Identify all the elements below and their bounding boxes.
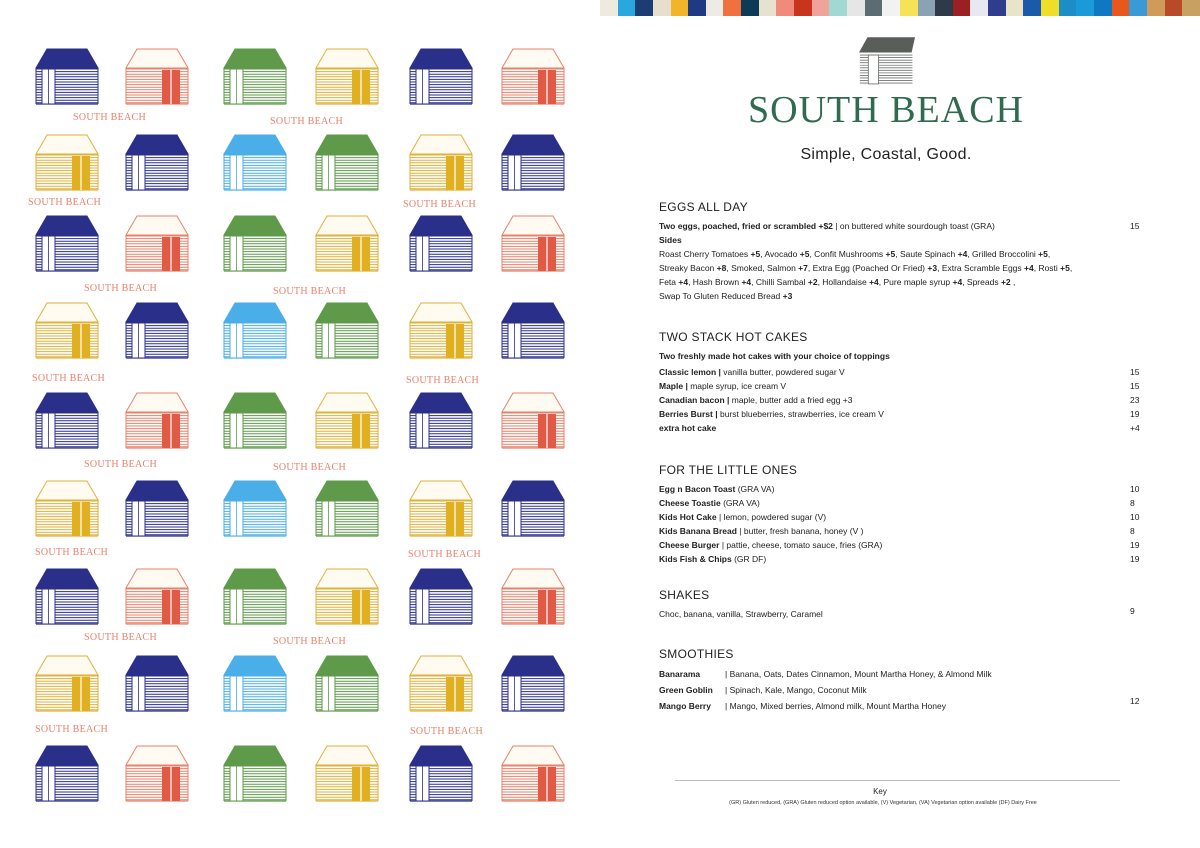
item-desc: maple syrup, ice cream V (687, 381, 787, 391)
item-desc: | Spinach, Kale, Mango, Coconut Milk (725, 685, 867, 695)
beach-hut-green (222, 745, 288, 803)
menu-item (659, 421, 1159, 435)
logo-hut-icon (859, 36, 915, 91)
menu-item (659, 524, 1159, 538)
item-desc: (GR DF) (731, 554, 767, 564)
smoothie-item (659, 698, 1159, 714)
menu-item (659, 379, 1159, 393)
item-name: Green Goblin (659, 685, 713, 695)
section-subtitle: Two freshly made hot cakes with your choice of toppings (659, 351, 890, 361)
item-price: 15 (1130, 381, 1140, 391)
side-name: , (1069, 263, 1073, 273)
item-price: 19 (1130, 409, 1140, 419)
beach-hut-navy (408, 568, 474, 626)
item-desc: | butter, fresh banana, honey (V ) (736, 526, 864, 536)
item-price: 8 (1130, 498, 1135, 508)
smoothies-list (659, 666, 1159, 714)
side-price: +8 (716, 263, 727, 273)
beach-hut-yellow (34, 134, 100, 192)
item-price: 10 (1130, 484, 1140, 494)
beach-hut-green (314, 302, 380, 360)
side-price: +2 (807, 277, 818, 287)
sides-line (659, 247, 1159, 261)
side-name: , Chilli Sambal (751, 277, 808, 287)
little-ones-list (659, 482, 1159, 566)
item-price: 12 (1130, 696, 1140, 706)
beach-hut-coral (500, 215, 566, 273)
beach-hut-green (222, 568, 288, 626)
side-price: +7 (798, 263, 808, 273)
beach-hut-yellow (34, 480, 100, 538)
item-desc: burst blueberries, strawberries, ice cream V (717, 409, 884, 419)
item-desc: (GRA VA) (735, 484, 775, 494)
menu-item (659, 393, 1159, 407)
brand-title: SOUTH BEACH (748, 89, 1024, 131)
item-name: Classic lemon | (659, 367, 721, 377)
beach-hut-coral (500, 568, 566, 626)
beach-hut-navy (34, 215, 100, 273)
item-desc: | pattie, cheese, tomato sauce, fries (GRA) (719, 540, 883, 550)
beach-hut-navy (34, 392, 100, 450)
menu-item (659, 510, 1159, 524)
item-price: 10 (1130, 512, 1140, 522)
beach-hut-navy (124, 134, 190, 192)
side-name: , Pure maple syrup (878, 277, 953, 287)
pattern-label: SOUTH BEACH (35, 724, 109, 735)
section-hotcakes (659, 330, 1159, 435)
item-desc: | Banana, Oats, Dates Cinnamon, Mount Martha Honey, & Almond Milk (725, 669, 992, 679)
item-name: Kids Hot Cake (659, 512, 717, 522)
menu-item (659, 407, 1159, 421)
side-name: , Spreads (962, 277, 1001, 287)
section-title: TWO STACK HOT CAKES (659, 330, 808, 344)
side-price: +3 (782, 291, 793, 301)
hotcakes-list (659, 365, 1159, 435)
sides-line (659, 275, 1159, 289)
side-name: , Extra Scramble Eggs (937, 263, 1025, 273)
section-title: SMOOTHIES (659, 647, 734, 661)
pattern-label: SOUTH BEACH (28, 197, 102, 208)
item-name: extra hot cake (659, 423, 717, 433)
item-price: 15 (1130, 221, 1140, 231)
beach-hut-yellow (34, 655, 100, 713)
pattern-label: SOUTH BEACH (84, 283, 158, 294)
side-price: +5 (1060, 263, 1070, 273)
beach-hut-green (222, 392, 288, 450)
beach-hut-navy (34, 48, 100, 106)
item-name: Two eggs, poached, fried or scrambled +$2 (659, 221, 833, 231)
side-name: , (1010, 277, 1016, 287)
section-smoothies (659, 647, 1159, 714)
item-name: Banarama (659, 669, 701, 679)
beach-hut-yellow (314, 745, 380, 803)
item-price: +4 (1130, 423, 1140, 433)
pattern-label: SOUTH BEACH (84, 632, 158, 643)
beach-hut-navy (34, 745, 100, 803)
beach-hut-navy (500, 655, 566, 713)
beach-hut-navy (124, 480, 190, 538)
pattern-label: SOUTH BEACH (35, 547, 109, 558)
menu-item (659, 219, 1159, 233)
beach-hut-yellow (314, 568, 380, 626)
beach-hut-coral (500, 392, 566, 450)
beach-hut-green (314, 655, 380, 713)
beach-hut-coral (124, 48, 190, 106)
side-name: , Hash Brown (688, 277, 742, 287)
item-desc: | Mango, Mixed berries, Almond milk, Mount Martha Honey (725, 701, 946, 711)
item-desc: (GRA VA) (720, 498, 760, 508)
item-name: Cheese Burger (659, 540, 720, 550)
beach-hut-green (314, 134, 380, 192)
side-price: +4 (869, 277, 879, 287)
item-price: 19 (1130, 554, 1140, 564)
side-name: Swap To Gluten Reduced Bread (659, 291, 783, 301)
item-price: 19 (1130, 540, 1140, 550)
section-title: FOR THE LITTLE ONES (659, 463, 798, 477)
beach-hut-navy (500, 302, 566, 360)
item-desc: | on buttered white sourdough toast (GRA) (832, 221, 995, 231)
key-title: Key (873, 787, 887, 796)
item-price: 15 (1130, 367, 1140, 377)
beach-hut-sky (222, 134, 288, 192)
beach-hut-yellow (314, 215, 380, 273)
beach-hut-yellow (408, 302, 474, 360)
pattern-label: SOUTH BEACH (273, 286, 347, 297)
beach-hut-green (222, 48, 288, 106)
menu-item (659, 607, 1159, 621)
item-desc: Choc, banana, vanilla, Strawberry, Caramel (659, 609, 823, 619)
beach-hut-yellow (314, 392, 380, 450)
section-title: EGGS ALL DAY (659, 200, 748, 214)
beach-hut-coral (124, 568, 190, 626)
item-name: Kids Fish & Chips (659, 554, 732, 564)
beach-hut-yellow (408, 134, 474, 192)
beach-hut-yellow (314, 48, 380, 106)
beach-hut-yellow (408, 480, 474, 538)
side-name: Roast Cherry Tomatoes (659, 249, 751, 259)
sides-line (659, 261, 1159, 275)
beach-hut-sky (222, 655, 288, 713)
side-name: , Smoked, Salmon (726, 263, 799, 273)
item-name: Canadian bacon | (659, 395, 730, 405)
side-price: +4 (952, 277, 963, 287)
beach-hut-coral (124, 215, 190, 273)
smoothie-item (659, 666, 1159, 682)
sides-list (659, 247, 1159, 303)
item-name: Mango Berry (659, 701, 711, 711)
smoothie-item (659, 682, 1159, 698)
side-price: +5 (750, 249, 761, 259)
sides-label: Sides (659, 235, 682, 245)
beach-hut-coral (500, 745, 566, 803)
item-desc: vanilla butter, powdered sugar V (720, 367, 845, 377)
beach-hut-navy (500, 480, 566, 538)
beach-hut-navy (124, 302, 190, 360)
beach-hut-yellow (408, 655, 474, 713)
menu-item (659, 552, 1159, 566)
side-name: , Hollandaise (817, 277, 870, 287)
pattern-label: SOUTH BEACH (273, 636, 347, 647)
side-price: +3 (927, 263, 938, 273)
item-price: 8 (1130, 526, 1135, 536)
section-shakes (659, 588, 1159, 621)
beach-hut-coral (500, 48, 566, 106)
side-price: +5 (885, 249, 896, 259)
beach-hut-navy (408, 745, 474, 803)
item-name: Kids Banana Bread (659, 526, 737, 536)
pattern-label: SOUTH BEACH (406, 375, 480, 386)
menu-item (659, 482, 1159, 496)
side-price: +4 (741, 277, 752, 287)
side-name: Feta (659, 277, 679, 287)
beach-hut-yellow (34, 302, 100, 360)
section-eggs (659, 200, 1159, 303)
side-price: +4 (678, 277, 689, 287)
side-name: , Avocado (760, 249, 800, 259)
section-title: SHAKES (659, 588, 710, 602)
pattern-label: SOUTH BEACH (32, 373, 106, 384)
item-desc: | lemon, powdered sugar (V) (716, 512, 827, 522)
side-name: , Saute Spinach (895, 249, 958, 259)
side-price: +4 (957, 249, 968, 259)
tagline: Simple, Coastal, Good. (800, 146, 972, 163)
side-name: , Rosti (1033, 263, 1061, 273)
pattern-label: SOUTH BEACH (403, 199, 477, 210)
beach-hut-navy (408, 48, 474, 106)
hut-logo-svg (859, 36, 915, 86)
menu-page (600, 0, 1200, 848)
pattern-label: SOUTH BEACH (73, 112, 147, 123)
side-price: +5 (1038, 249, 1048, 259)
beach-hut-green (314, 480, 380, 538)
side-price: +4 (1024, 263, 1034, 273)
beach-hut-coral (124, 745, 190, 803)
beach-hut-sky (222, 302, 288, 360)
side-name: , Extra Egg (Poached Or Fried) (807, 263, 928, 273)
side-name: , Confit Mushrooms (809, 249, 886, 259)
side-name: , (1047, 249, 1051, 259)
item-price: 9 (1130, 606, 1135, 616)
beach-hut-navy (34, 568, 100, 626)
side-price: +5 (799, 249, 810, 259)
key-divider (675, 780, 1120, 781)
pattern-label: SOUTH BEACH (410, 726, 484, 737)
beach-hut-navy (408, 392, 474, 450)
beach-hut-navy (408, 215, 474, 273)
beach-hut-coral (124, 392, 190, 450)
item-name: Cheese Toastie (659, 498, 721, 508)
beach-hut-sky (222, 480, 288, 538)
pattern-label: SOUTH BEACH (273, 462, 347, 473)
key-text: (GR) Gluten reduced, (GRA) Gluten reduced option available, (V) Vegetarian, (VA) Vegetarian option available (DF) Dairy Free (729, 800, 1037, 806)
menu-item (659, 538, 1159, 552)
item-name: Egg n Bacon Toast (659, 484, 736, 494)
menu-item (659, 496, 1159, 510)
beach-hut-navy (124, 655, 190, 713)
section-little-ones (659, 463, 1159, 566)
pattern-label: SOUTH BEACH (270, 116, 344, 127)
side-price: +2 (1000, 277, 1011, 287)
beach-hut-green (222, 215, 288, 273)
item-price: 23 (1130, 395, 1140, 405)
item-desc: maple, butter add a fried egg +3 (729, 395, 853, 405)
pattern-label: SOUTH BEACH (84, 459, 158, 470)
side-name: Streaky Bacon (659, 263, 717, 273)
item-name: Berries Burst | (659, 409, 718, 419)
menu-item (659, 365, 1159, 379)
side-name: , Grilled Broccolini (967, 249, 1039, 259)
pattern-label: SOUTH BEACH (408, 549, 482, 560)
sides-line (659, 289, 1159, 303)
item-name: Maple | (659, 381, 688, 391)
beach-hut-navy (500, 134, 566, 192)
